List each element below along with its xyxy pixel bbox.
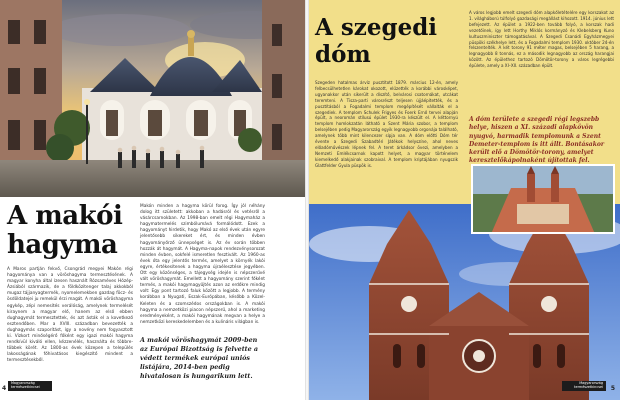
right-pull-quote: A dóm területe a szegedi régi legszebb helye, hiszen a XI. századi alapkövön nyugvó, harmadik templomunk a Szent Demeter-templom is itt állt. Bontásakor került elő a Dömötör-torony, amelyet keresztelőkápolnaként újítottak fel. [469,116,605,165]
right-body-column-2: A város legjobb emelt szegedi dóm alapkőletételére egy korszakot az 1. világháború túlfolyó gazdasági megállást kihozott. 1914. június lett befejezett. Az épület a 1922-ben tovább folyó, a korszak hadi vezetőinek, így lett Horthy Miklós kormányzó és Klebelsberg Kuno kultuszminiszter támogatásával. A Szegedi Csanádi Egyházmegyei püspöki székhelye lett, és a Fogadalmi templom 1930. október 24-én felszentelték. A két torony 91 méter magas, belsejében 5 harang, a legnagyobb 8 tonnás, ez a második legnagyobb az ország harangjai között. Az épülethez tartozó Dömötör-torony a város legrégebbi épülete, amely a XI–XII. században épült. [469,10,614,69]
left-section-badge: Magyarország természetkincsei [8,381,52,391]
makovecz-building-photo [0,0,305,197]
left-body-column-1: A Maros partján fekvő, Csongrád megyei Makón régi hagyománya van a vöröshagyma termesztésének. A magyar konyha által ízesen használt Rózsaméves Hózép-Ázsiából származik, de a földközitenger talaj akkokból mugaz tájjanyagtermék, nyomelemekben gazdag föcz- és ösdöldatejei ju remekül érzi magát. A makói vöröshagyma egykép, zépí nemesítés verálóság, amelynek termelését kiraynem a magyar elő, hanem az első ebben dughagymát termesztettek, és azt ásták el a kovetkező esztendőben. Mar a XVIII. században bevezették a dughagymás szaporítást, így a novény nem fogyasztott ki. Vizkort minőségérő főként egy igazi makói hagyma rendkívül kiváló ellen, kézzenélés, használta és többre-többek körét. Az 1800-as évek közepen a település lakosságának főhivatásos kiegészítő mindent a termesztésekből. [7,267,133,364]
szeged-aerial-photo [471,164,615,234]
right-page-number: 5 [610,385,615,392]
right-body-column-1: Szegeden hatalmas árvíz pusztított 1879. március 12-én, amely felbecsülhetetlen károkat okozott, elűzették a korábbi városképet, ugyanakkor után sikerült a díszítő, belvárosi csatornákat, utcákat teremteni. A Tisza-parti városrészt teljesen újjáépítették, és a pusztításból a Fogadalmi templom megépítését vállalták el a szegediek. A templom Schulek Frigyes és Foerk Ernő tervei alapján épült, a neoromán stílusú épület 1930-ra készült el. A kéttornyú templom homlokzatán látható a Szent Mária szobor, a templom belsejében pedig Magyarország egyik legnagyobb orgonája található, amelynek több mint kilencezer sípja van. A dóm előtti Dóm tér évente a Szegedi Szabadtéri Játékok helyszíne, ahol neves előadóművészek lépnek fel. A teret árkádsor övezi, amelyben a Nemzeti Emlékcsarnok kapott helyet, a magyar történelem kiemelkedő alakjainak szobraival. A templom kriptájában nyugszik Glattfelder Gyula püspök is. [315,80,458,168]
right-page-title: A szegedi dóm [315,14,438,68]
left-body-column-2: Makón minden a hagyma körül forog. Így jól néhány dolog itt született: akkoban a hadásról és vetésről a vásárcsarnokban. Az 1998-ban emelt régi Hagymaház a hagymatermelés szimbólumává formálódott. Ezek a hagyományt hirdetik, hogy Makó az első évek után egyre jelentősebb sikereket ért, és minden évben hagyományőrző ünnepséget is. Az év során többen hozzák át hagymát. A Hagyma-napok rendezvénysorozat minden évben, sokfelé ismeretlen fesztivált. Az 1960-as évek óta egy jelentős termés, amelyet a környék lakói egyre, értékesítenek a hagyma újraélesztése jegyében. Ott egy közönséges, a tájegység idején is népszerűvé vált vöröshagymát. Emellett a hagyomány szerint főként termés, a makói hagymagyűjtés azon az erdőkre mindig volt: Egy pont tartozó faluk között a legjobb. A termény korábban a Nyugati, Eszak-Európában, később a Közel-Keleten és a szomszédos országokban is. A makói hagyma a nemzetközi piacon népszerű, ahol a marketing eredményeként, a makói hagymának megvan a helye a nemzetközi kereskedelemben és a kulináris világban is. [140,204,265,325]
left-pull-quote: A makói vöröshagymát 2009-ben az Európai Bizottság is felvette a védett termékek európai uniós listájára, 2014-ben pedig hivatalosan is hungarikum lett. [140,336,259,380]
left-page-title: A makói hagyma [7,201,123,260]
left-page-number: 4 [2,385,7,392]
left-page [0,0,305,400]
right-page [309,0,620,400]
right-section-badge: Magyarország természetkincsei [562,381,606,391]
